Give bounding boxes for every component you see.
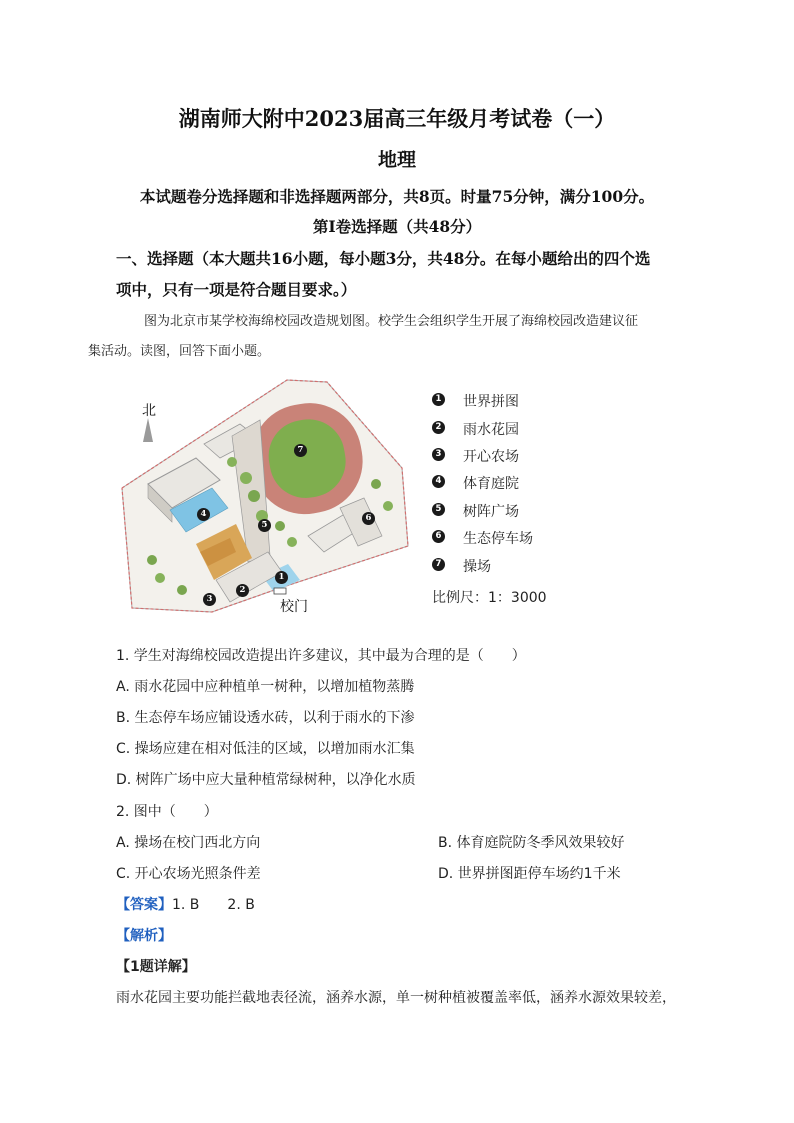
map-marker-4: 4 xyxy=(197,508,210,521)
north-label: 北 xyxy=(142,403,156,419)
intro-line-1: 图为北京市某学校海绵校园改造规划图。校学生会组织学生开展了海绵校园改造建议征 xyxy=(144,314,639,329)
question-2-stem: 2. 图中（ ） xyxy=(116,804,218,820)
legend-marker-5: 5 xyxy=(432,503,445,516)
campus-map-image xyxy=(112,376,422,622)
answer-line xyxy=(116,894,255,914)
question-2-option-a: A. 操场在校门西北方向 xyxy=(116,835,261,851)
legend-marker-3: 3 xyxy=(432,448,445,461)
map-marker-6: 6 xyxy=(362,512,375,525)
intro-line-2: 集活动。读图，回答下面小题。 xyxy=(88,344,271,359)
subject-title: 地理 xyxy=(377,149,416,171)
question-2-option-b: B. 体育庭院防冬季风效果较好 xyxy=(438,835,625,851)
question-2-option-d: D. 世界拼图距停车场约1千米 xyxy=(438,866,621,882)
legend-label-2: 雨水花园 xyxy=(463,422,519,438)
question-1-option-b: B. 生态停车场应铺设透水砖，以利于雨水的下渗 xyxy=(116,710,415,726)
map-marker-5: 5 xyxy=(258,519,271,532)
legend-label-1: 世界拼图 xyxy=(463,394,519,410)
legend-label-6: 生态停车场 xyxy=(463,531,533,547)
map-marker-2: 2 xyxy=(236,584,249,597)
analysis-tag-text: 【解析】 xyxy=(116,928,172,944)
legend-marker-2: 2 xyxy=(432,421,445,434)
question-1-stem: 1. 学生对海绵校园改造提出许多建议，其中最为合理的是（ ） xyxy=(116,648,526,664)
instruction-line-1: 一、选择题（本大题共16小题，每小题3分，共48分。在每小题给出的四个选 xyxy=(116,249,651,268)
legend-marker-6: 6 xyxy=(432,530,445,543)
analysis-tag xyxy=(116,925,172,945)
map-marker-3: 3 xyxy=(203,593,216,606)
legend-marker-7: 7 xyxy=(432,558,445,571)
section-title: 第Ⅰ卷选择题（共48分） xyxy=(312,217,482,236)
answer-tag: 【答案】 xyxy=(116,897,172,913)
legend-marker-1: 1 xyxy=(432,393,445,406)
campus-map xyxy=(112,376,422,622)
answer-text: 1. B 2. B xyxy=(172,897,255,913)
map-scale: 比例尺：1：3000 xyxy=(432,590,547,606)
map-marker-1: 1 xyxy=(275,571,288,584)
map-marker-7: 7 xyxy=(294,444,307,457)
exam-info: 本试题卷分选择题和非选择题两部分，共8页。时量75分钟，满分100分。 xyxy=(139,187,655,206)
question-2-option-c: C. 开心农场光照条件差 xyxy=(116,866,261,882)
question-1-option-d: D. 树阵广场中应大量种植常绿树种，以净化水质 xyxy=(116,772,416,788)
legend-marker-4: 4 xyxy=(432,475,445,488)
legend-label-3: 开心农场 xyxy=(463,449,519,465)
gate-label: 校门 xyxy=(280,599,308,615)
material-intro xyxy=(88,307,681,367)
legend-label-4: 体育庭院 xyxy=(463,476,519,492)
exam-title: 湖南师大附中2023届高三年级月考试卷（一） xyxy=(178,106,616,131)
question-1-option-a: A. 雨水花园中应种植单一树种，以增加植物蒸腾 xyxy=(116,679,415,695)
question-1-option-c: C. 操场应建在相对低洼的区域，以增加雨水汇集 xyxy=(116,741,415,757)
analysis-subheading: 【1题详解】 xyxy=(116,959,196,975)
legend-label-5: 树阵广场 xyxy=(463,504,519,520)
instruction-line-2: 项中，只有一项是符合题目要求。） xyxy=(116,280,357,299)
instruction xyxy=(116,243,686,305)
legend-label-7: 操场 xyxy=(463,559,491,575)
analysis-text-line-1: 雨水花园主要功能拦截地表径流，涵养水源，单一树种植被覆盖率低，涵养水源效果较差， xyxy=(116,990,676,1006)
